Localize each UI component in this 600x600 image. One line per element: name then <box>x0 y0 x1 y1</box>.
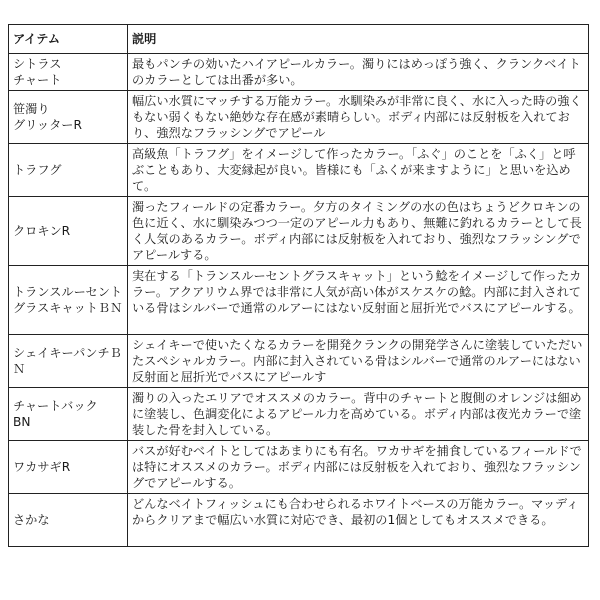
table-row <box>9 388 589 441</box>
item-name-cell: シトラス チャート <box>9 54 128 91</box>
item-name-cell: 笹濁り グリッターR <box>9 91 128 144</box>
item-description-cell: 濁りの入ったエリアでオススメのカラー。背中のチャートと腹側のオレンジは細めに塗装し、色調変化によるアピール力を高めている。ボディ内部は夜光カラーで塗装した骨を封入している。 <box>128 388 589 441</box>
item-name-cell: トラフグ <box>9 144 128 197</box>
item-name-cell: さかな <box>9 494 128 547</box>
item-name-cell: クロキンR <box>9 197 128 266</box>
table-header-row <box>9 25 589 54</box>
item-name-cell: シェイキーパンチＢＮ <box>9 335 128 388</box>
item-description-cell: バスが好むベイトとしてはあまりにも有名。ワカサギを捕食しているフィールドでは特にオススメのカラー。ボディ内部には反射板を入れており、強烈なフラッシングでアピールする。 <box>128 441 589 494</box>
table-row <box>9 441 589 494</box>
description-column-header: 説明 <box>128 25 589 54</box>
item-column-header: アイテム <box>9 25 128 54</box>
item-description-cell: シェイキーで使いたくなるカラーを開発クランクの開発学さんに塗装していただいたスペシャルカラー。内部に封入されている骨はシルバーで通常のルアーにはない反射面と屈折光でバスにアピールす <box>128 335 589 388</box>
item-description-cell: 高級魚「トラフグ」をイメージして作ったカラー。「ふぐ」のことを「ふく」と呼ぶこともあり、大変縁起が良い。皆様にも「ふくが来ますように」と思いを込めて。 <box>128 144 589 197</box>
table-row <box>9 335 589 388</box>
table-row <box>9 91 589 144</box>
item-description-cell: 実在する「トランスルーセントグラスキャット」という鯰をイメージして作ったカラー。アクアリウム界では非常に人気が高い体がスケスケの鯰。内部に封入されている骨はシルバーで通常のルアーにはない反射面と屈折光でバスにアピールする。 <box>128 266 589 335</box>
table-row <box>9 144 589 197</box>
table-row <box>9 494 589 547</box>
item-name-cell: ワカサギR <box>9 441 128 494</box>
item-name-cell: トランスルーセントグラスキャットＢＮ <box>9 266 128 335</box>
item-description-cell: どんなベイトフィッシュにも合わせられるホワイトベースの万能カラー。マッディからクリアまで幅広い水質に対応でき、最初の1個としてもオススメできる。 <box>128 494 589 547</box>
table-row <box>9 197 589 266</box>
table-row <box>9 54 589 91</box>
item-description-cell: 幅広い水質にマッチする万能カラー。水馴染みが非常に良く、水に入った時の強くもない弱くもない絶妙な存在感が素晴らしい。ボディ内部には反射板を入れており、強烈なフラッシングでアピール <box>128 91 589 144</box>
table-row <box>9 266 589 335</box>
item-description-cell: 最もパンチの効いたハイアピールカラー。濁りにはめっぽう強く、クランクベイトのカラーとしては出番が多い。 <box>128 54 589 91</box>
color-description-table <box>8 24 589 547</box>
item-name-cell: チャートバック BN <box>9 388 128 441</box>
item-description-cell: 濁ったフィールドの定番カラー。夕方のタイミングの水の色はちょうどクロキンの色に近く、水に馴染みつつ一定のアピール力もあり、無難に釣れるカラーとして長く人気のあるカラー。ボディ内部には反射板を入れており、強烈なフラッシングでアピールする。 <box>128 197 589 266</box>
